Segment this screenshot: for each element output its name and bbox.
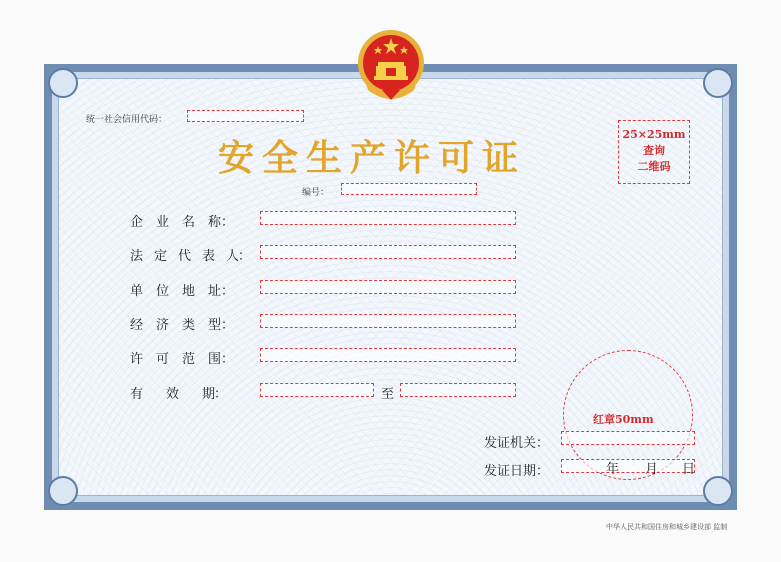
number-field[interactable]	[341, 183, 477, 195]
date-month-label: 月	[645, 462, 659, 477]
credit-code-field[interactable]	[187, 110, 304, 122]
issuer-field[interactable]	[561, 431, 695, 445]
qr-note-line1: 查询	[643, 144, 665, 157]
seal-note: 红章50mm	[593, 413, 654, 426]
certificate-title: 安全生产许可证	[218, 137, 527, 179]
qr-note-line2: 二维码	[637, 160, 671, 173]
issuer-label: 发证机关：	[484, 436, 550, 451]
address-label: 单 位 地 址：	[130, 284, 235, 299]
corner-ornament-icon	[48, 476, 78, 506]
validity-label: 有 效 期：	[130, 387, 227, 402]
date-day-label: 日	[682, 462, 696, 477]
company-name-field[interactable]	[260, 211, 516, 225]
validity-to-label: 至	[381, 387, 395, 402]
issue-date-field[interactable]	[561, 459, 695, 473]
validity-from-field[interactable]	[260, 383, 374, 397]
legal-representative-label: 法 定 代 表 人：	[130, 249, 251, 264]
footer-issuer-note: 中华人民共和国住房和城乡建设部 监制	[606, 523, 728, 531]
qr-size-note: 25×25mm	[622, 128, 686, 141]
qr-code-placeholder	[618, 120, 690, 184]
credit-code-label: 统一社会信用代码：	[86, 115, 168, 125]
legal-representative-field[interactable]	[260, 245, 516, 259]
corner-ornament-icon	[48, 68, 78, 98]
economic-type-label: 经 济 类 型：	[130, 318, 235, 333]
economic-type-field[interactable]	[260, 314, 516, 328]
corner-ornament-icon	[703, 68, 733, 98]
license-scope-label: 许 可 范 围：	[130, 352, 235, 367]
national-emblem-icon	[356, 28, 426, 102]
corner-ornament-icon	[703, 476, 733, 506]
company-name-label: 企 业 名 称：	[130, 215, 235, 230]
date-year-label: 年	[606, 462, 620, 477]
number-label: 编号：	[302, 188, 330, 198]
issue-date-label: 发证日期：	[484, 464, 550, 479]
license-scope-field[interactable]	[260, 348, 516, 362]
address-field[interactable]	[260, 280, 516, 294]
validity-to-field[interactable]	[400, 383, 516, 397]
